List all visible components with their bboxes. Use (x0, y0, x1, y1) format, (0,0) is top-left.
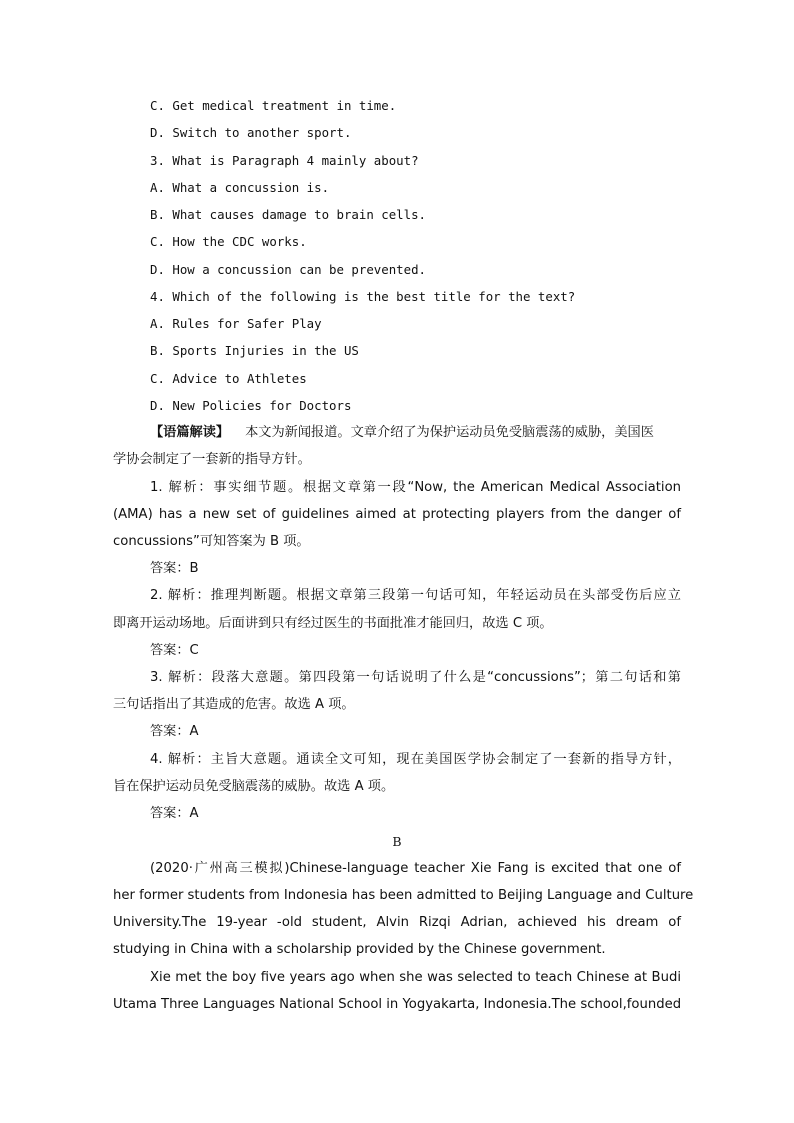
passage-b-p1-line-4: studying in China with a scholarship provided by the Chinese government. (113, 942, 606, 957)
passage-b-p1-line-1: (2020·广州高三模拟)Chinese-language teacher Xie Fang is excited that one of (150, 861, 681, 876)
passage-b-p1-line-2: her former students from Indonesia has been admitted to Beijing Language and Culture (113, 888, 694, 903)
q2-option-c: C. Get medical treatment in time. (150, 98, 397, 113)
explanation-4-line-1: 4. 解析：主旨大意题。通读全文可知，现在美国医学协会制定了一套新的指导方针， (150, 752, 681, 767)
q4-option-a: A. Rules for Safer Play (150, 316, 322, 331)
q3-option-d: D. How a concussion can be prevented. (150, 262, 427, 277)
analysis-summary-1: 本文为新闻报道。文章介绍了为保护运动员免受脑震荡的威胁，美国医 (245, 425, 654, 440)
explanation-3-line-2: 三句话指出了其造成的危害。故选 A 项。 (113, 697, 355, 712)
answer-3: 答案：A (150, 724, 199, 739)
answer-4: 答案：A (150, 806, 199, 821)
passage-b-p2-line-1: Xie met the boy five years ago when she was selected to teach Chinese at Budi (150, 970, 681, 985)
answer-2: 答案：C (150, 643, 199, 658)
analysis-heading-line (150, 425, 654, 441)
explanation-1-line-2: (AMA) has a new set of guidelines aimed at protecting players from the danger of (113, 507, 681, 522)
analysis-summary-2: 学协会制定了一套新的指导方针。 (113, 452, 311, 467)
passage-b-p2-line-2: Utama Three Languages National School in Yogyakarta, Indonesia.The school,founded (113, 997, 682, 1012)
q3-option-a: A. What a concussion is. (150, 180, 330, 195)
explanation-1-line-3: concussions”可知答案为 B 项。 (113, 534, 310, 549)
explanation-2-line-1: 2. 解析：推理判断题。根据文章第三段第一句话可知，年轻运动员在头部受伤后应立 (150, 588, 681, 603)
answer-1: 答案：B (150, 561, 199, 576)
explanation-4-line-2: 旨在保护运动员免受脑震荡的威胁。故选 A 项。 (113, 779, 395, 794)
q4-option-c: C. Advice to Athletes (150, 371, 307, 386)
q3-option-c: C. How the CDC works. (150, 234, 307, 249)
q4-option-b: B. Sports Injuries in the US (150, 343, 359, 358)
explanation-1-line-1: 1. 解析：事实细节题。根据文章第一段“Now, the American Medical Association (150, 480, 681, 495)
explanation-3-line-1: 3. 解析：段落大意题。第四段第一句话说明了什么是“concussions”；第二句话和第 (150, 670, 681, 685)
q2-option-d: D. Switch to another sport. (150, 125, 352, 140)
passage-b-label: B (392, 834, 402, 849)
question-3: 3. What is Paragraph 4 mainly about? (150, 153, 419, 168)
q4-option-d: D. New Policies for Doctors (150, 398, 352, 413)
analysis-heading: 【语篇解读】 (150, 425, 230, 440)
explanation-2-line-2: 即离开运动场地。后面讲到只有经过医生的书面批准才能回归，故选 C 项。 (113, 616, 553, 631)
question-4: 4. Which of the following is the best title for the text? (150, 289, 576, 304)
passage-b-p1-line-3: University.The 19-year -old student, Alvin Rizqi Adrian, achieved his dream of (113, 915, 681, 930)
q3-option-b: B. What causes damage to brain cells. (150, 207, 427, 222)
